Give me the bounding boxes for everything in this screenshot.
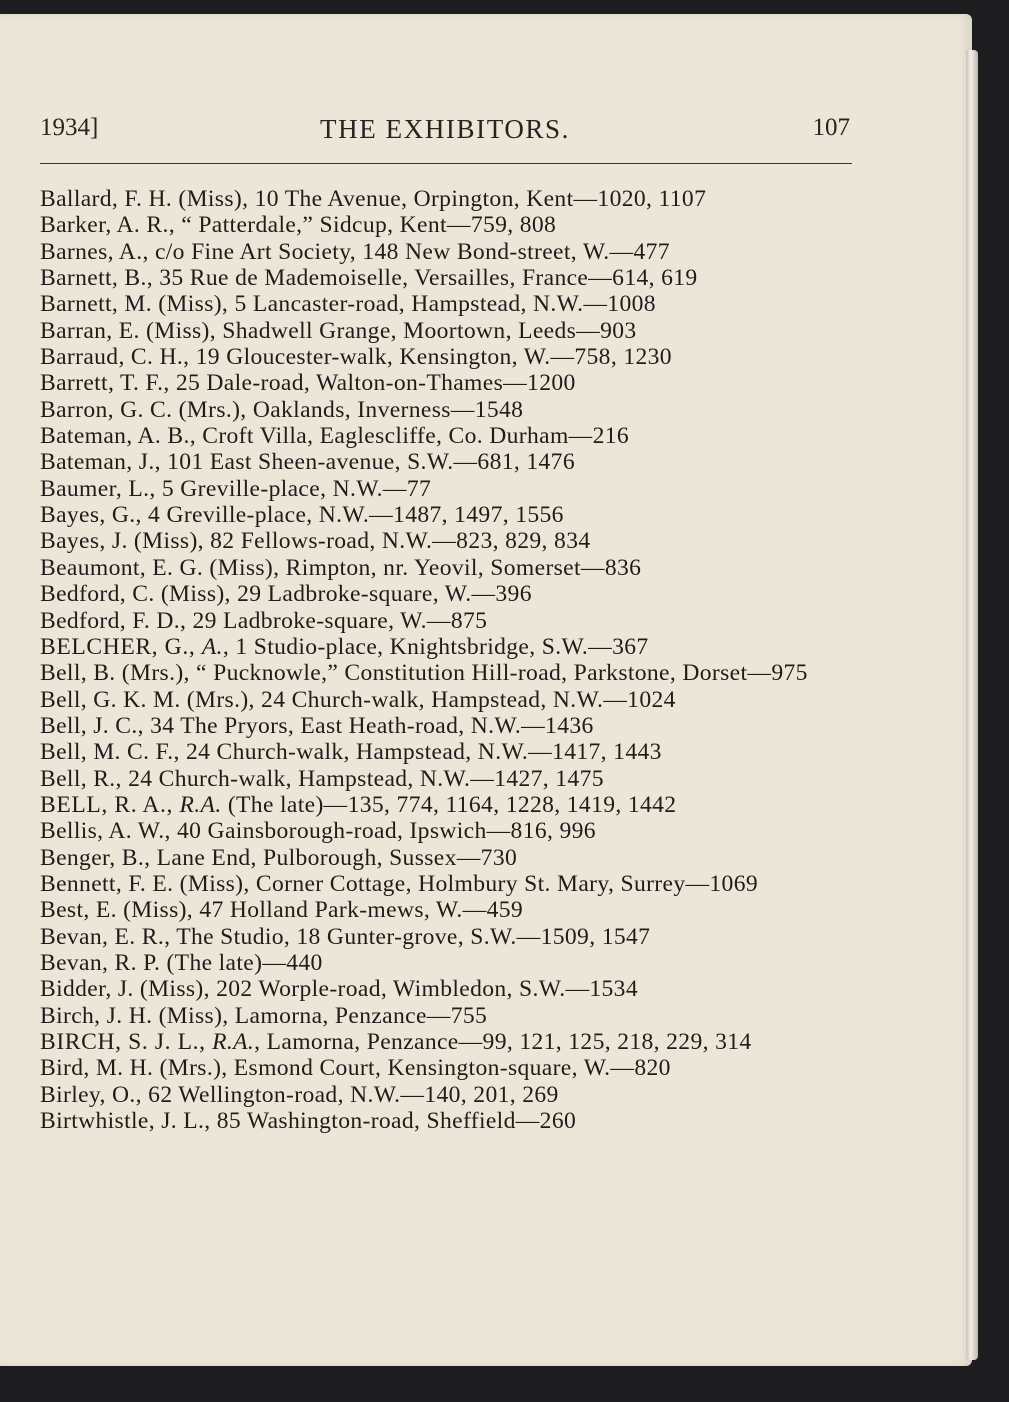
- exhibitor-name: Birley, O.,: [40, 1081, 149, 1108]
- exhibitor-name: Bird, M. H. (Mrs.),: [40, 1055, 234, 1082]
- exhibitor-entry: [40, 476, 855, 502]
- exhibitor-rank: R.A.: [212, 1029, 255, 1055]
- exhibitor-entry: [40, 634, 855, 660]
- exhibitor-name: Bidder, J. (Miss),: [40, 976, 217, 1003]
- exhibitor-details: Shadwell Grange, Moortown, Leeds—903: [222, 317, 637, 344]
- exhibitor-entry: [40, 397, 855, 423]
- exhibitor-details: 47 Holland Park-mews, W.—459: [199, 897, 524, 924]
- exhibitor-details: 5 Lancaster-road, Hampstead, N.W.—1008: [234, 291, 656, 318]
- exhibitor-name: Barrett, T. F.,: [40, 370, 176, 397]
- exhibitor-name: Barnett, M. (Miss),: [40, 291, 235, 318]
- exhibitor-entry: [40, 1108, 855, 1134]
- exhibitor-details: 34 The Pryors, East Heath-road, N.W.—1436: [150, 712, 594, 739]
- exhibitor-details: Lane End, Pulborough, Sussex—730: [156, 844, 518, 871]
- exhibitor-entry: [40, 423, 855, 449]
- exhibitor-details: c/o Fine Art Society, 148 New Bond-street, W.—477: [154, 238, 670, 265]
- exhibitor-entry: [40, 976, 855, 1002]
- exhibitor-details: 19 Gloucester-walk, Kensington, W.—758, 1230: [195, 344, 672, 371]
- page-edge: [966, 50, 978, 1360]
- exhibitor-name: Bateman, A. B.,: [40, 423, 203, 450]
- exhibitor-details: 202 Worple-road, Wimbledon, S.W.—1534: [216, 976, 638, 1003]
- exhibitor-details: Esmond Court, Kensington-square, W.—820: [233, 1055, 671, 1082]
- exhibitor-name: Baumer, L.,: [40, 475, 162, 502]
- exhibitor-details: 82 Fellows-road, N.W.—823, 829, 834: [210, 528, 591, 555]
- exhibitor-entry: [40, 871, 855, 897]
- exhibitor-name: BIRCH, S. J. L.,: [40, 1029, 213, 1055]
- exhibitor-name: Bell, G. K. M. (Mrs.),: [40, 686, 262, 713]
- exhibitor-name: Bell, B. (Mrs.),: [40, 660, 197, 687]
- exhibitor-details: 4 Greville-place, N.W.—1487, 1497, 1556: [148, 502, 564, 529]
- exhibitor-details: Lamorna, Penzance—755: [234, 1002, 488, 1029]
- exhibitor-details: Oaklands, Inverness—1548: [252, 396, 524, 423]
- page-number: 107: [812, 114, 850, 141]
- exhibitor-entry: [40, 186, 855, 212]
- exhibitor-entry: [40, 502, 855, 528]
- exhibitor-name: Birch, J. H. (Miss),: [40, 1002, 235, 1029]
- exhibitor-details: 35 Rue de Mademoiselle, Versailles, France—614, 619: [159, 265, 698, 292]
- exhibitor-entry: [40, 608, 855, 634]
- exhibitor-name: Barron, G. C. (Mrs.),: [40, 396, 253, 423]
- exhibitor-entry: [40, 370, 855, 396]
- exhibitor-entry: [40, 687, 855, 713]
- exhibitor-name: Barran, E. (Miss),: [40, 317, 223, 344]
- running-head-year: 1934]: [40, 114, 99, 141]
- exhibitor-details: Rimpton, nr. Yeovil, Somerset—836: [285, 554, 642, 581]
- exhibitor-entry: [40, 766, 855, 792]
- exhibitor-entry: [40, 239, 855, 265]
- exhibitor-name: Barraud, C. H.,: [40, 344, 196, 371]
- exhibitor-name: Beaumont, E. G. (Miss),: [40, 554, 286, 581]
- exhibitor-entry: [40, 1082, 855, 1108]
- exhibitor-name: Bateman, J.,: [40, 449, 168, 476]
- exhibitor-details: , Lamorna, Penzance—99, 121, 125, 218, 229, 314: [254, 1029, 752, 1055]
- exhibitor-name: Bedford, F. D.,: [40, 607, 193, 634]
- exhibitor-details: Croft Villa, Eaglescliffe, Co. Durham—216: [202, 423, 630, 450]
- running-head-title: THE EXHIBITORS.: [320, 114, 570, 144]
- header-rule: [40, 163, 852, 164]
- exhibitor-entry: [40, 818, 855, 844]
- exhibitor-entry: [40, 713, 855, 739]
- exhibitor-name: Ballard, F. H. (Miss),: [40, 186, 255, 212]
- exhibitor-entry: [40, 1029, 855, 1055]
- exhibitor-name: BELL, R. A.,: [40, 791, 180, 818]
- exhibitor-entry: [40, 449, 855, 475]
- exhibitor-entry: [40, 318, 855, 344]
- exhibitor-details: 25 Dale-road, Walton-on-Thames—1200: [175, 370, 576, 397]
- exhibitor-entry: [40, 792, 855, 818]
- exhibitor-name: Bedford, C. (Miss),: [40, 581, 238, 608]
- exhibitor-details: Corner Cottage, Holmbury St. Mary, Surrey—1069: [255, 870, 759, 897]
- exhibitor-name: Barnett, B.,: [40, 265, 160, 292]
- exhibitor-name: Bayes, G.,: [40, 502, 149, 529]
- exhibitor-entry: [40, 1055, 855, 1081]
- exhibitor-entry: [40, 950, 855, 976]
- exhibitor-details: 29 Ladbroke-square, W.—396: [237, 581, 532, 608]
- exhibitor-entry: [40, 739, 855, 765]
- exhibitor-details: , 1 Studio-place, Knightsbridge, S.W.—367: [222, 633, 649, 660]
- exhibitor-name: Barnes, A.,: [40, 238, 155, 265]
- exhibitor-rank: A.: [201, 633, 223, 660]
- exhibitor-details: (The late)—135, 774, 1164, 1228, 1419, 1442: [221, 791, 677, 818]
- exhibitor-details: 85 Washington-road, Sheffield—260: [216, 1108, 577, 1135]
- exhibitor-name: Barker, A. R.,: [40, 212, 182, 239]
- exhibitor-entry: [40, 924, 855, 950]
- book-page: [0, 14, 972, 1366]
- exhibitor-entry: [40, 660, 855, 686]
- exhibitor-details: “ Patterdale,” Sidcup, Kent—759, 808: [181, 212, 557, 239]
- exhibitor-details: 101 East Sheen-avenue, S.W.—681, 1476: [167, 449, 575, 476]
- exhibitor-details: 24 Church-walk, Hampstead, N.W.—1417, 1443: [185, 739, 662, 766]
- exhibitor-details: “ Pucknowle,” Constitution Hill-road, Parkstone, Dorset—975: [196, 660, 808, 687]
- exhibitor-details: 29 Ladbroke-square, W.—875: [192, 607, 488, 634]
- exhibitor-name: Bell, J. C.,: [40, 712, 151, 739]
- exhibitor-rank: R.A.: [179, 791, 222, 818]
- running-head: [40, 114, 850, 154]
- exhibitor-details: 24 Church-walk, Hampstead, N.W.—1427, 1475: [128, 765, 604, 792]
- exhibitor-name: BELCHER, G.,: [40, 633, 202, 660]
- exhibitor-name: Bayes, J. (Miss),: [40, 528, 211, 555]
- exhibitor-details: 5 Greville-place, N.W.—77: [161, 475, 432, 502]
- exhibitor-name: Bell, R.,: [40, 765, 129, 792]
- exhibitor-name: Bell, M. C. F.,: [40, 739, 186, 766]
- exhibitor-details: (The late)—440: [166, 949, 323, 976]
- exhibitor-name: Best, E. (Miss),: [40, 897, 200, 924]
- exhibitor-entry: [40, 291, 855, 317]
- exhibitor-entry: [40, 845, 855, 871]
- exhibitor-name: Bevan, R. P.: [40, 949, 167, 976]
- exhibitor-details: 24 Church-walk, Hampstead, N.W.—1024: [261, 686, 676, 713]
- exhibitor-name: Benger, B.,: [40, 844, 157, 871]
- exhibitor-name: Bennett, F. E. (Miss),: [40, 870, 256, 897]
- exhibitor-entry: [40, 581, 855, 607]
- exhibitor-name: Bevan, E. R.,: [40, 923, 177, 950]
- exhibitor-details: The Studio, 18 Gunter-grove, S.W.—1509, 1547: [176, 923, 651, 950]
- exhibitor-name: Birtwhistle, J. L.,: [40, 1108, 217, 1135]
- exhibitor-list: [40, 186, 855, 1134]
- exhibitor-entry: [40, 528, 855, 554]
- exhibitor-entry: [40, 344, 855, 370]
- exhibitor-details: 40 Gainsborough-road, Ipswich—816, 996: [177, 818, 596, 845]
- exhibitor-entry: [40, 212, 855, 238]
- exhibitor-entry: [40, 897, 855, 923]
- exhibitor-details: 10 The Avenue, Orpington, Kent—1020, 1107: [254, 186, 707, 212]
- exhibitor-name: Bellis, A. W.,: [40, 818, 178, 845]
- exhibitor-details: 62 Wellington-road, N.W.—140, 201, 269: [148, 1081, 559, 1108]
- exhibitor-entry: [40, 555, 855, 581]
- exhibitor-entry: [40, 1003, 855, 1029]
- exhibitor-entry: [40, 265, 855, 291]
